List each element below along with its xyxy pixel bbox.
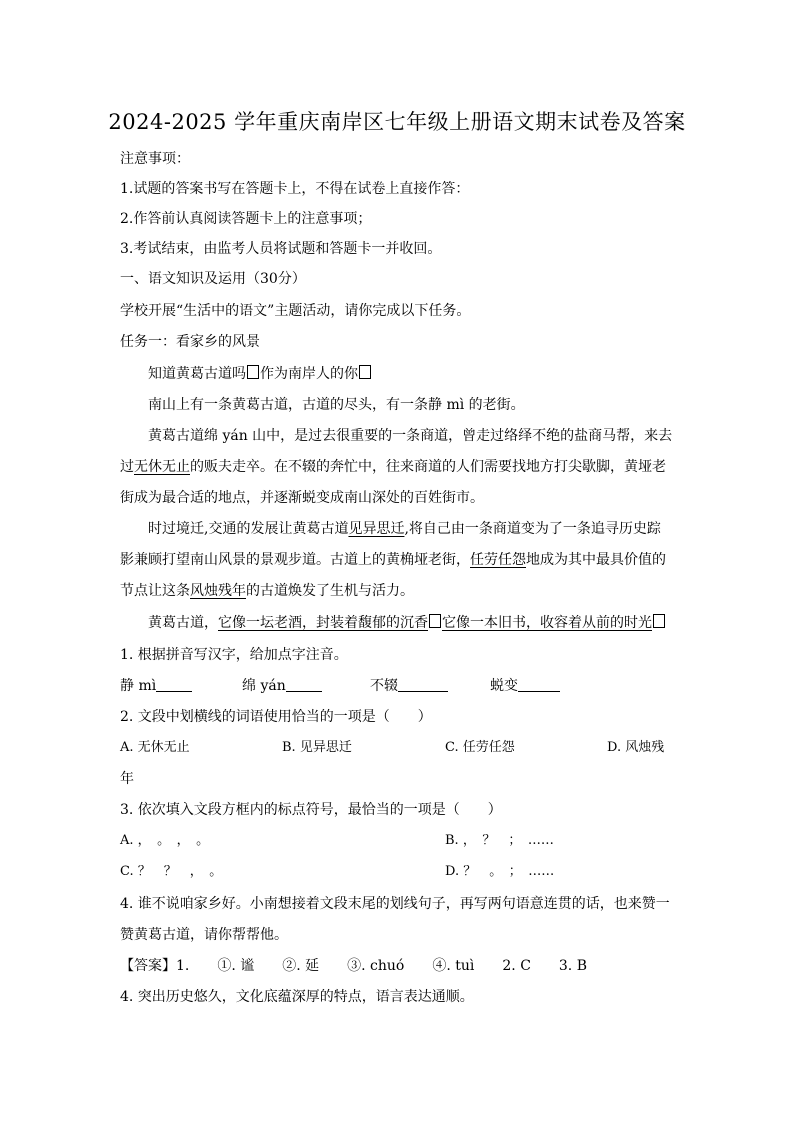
note-item-1: 1.试题的答案书写在答题卡上，不得在试卷上直接作答： — [120, 181, 470, 197]
task-heading: 任务一：看家乡的风景 — [120, 334, 260, 350]
passage-paragraph-5 — [148, 614, 666, 632]
passage-text: 过 — [120, 459, 134, 475]
passage-paragraph-4-line-3 — [120, 582, 414, 600]
q3-option-d: D. ？ 。 ； …… — [445, 864, 555, 879]
question-3: 3. 依次填入文段方框内的标点符号，最恰当的一项是（ ） — [120, 802, 502, 818]
passage-text: 的贩夫走卒。在不辍的奔忙中，往来商道的人们需要找地方打尖歇脚，黄垭老 — [190, 459, 666, 475]
answer-blank — [156, 677, 192, 692]
question-1: 1. 根据拼音写汉字，给加点字注音。 — [120, 647, 348, 663]
activity-intro: 学校开展“生活中的语文”主题活动，请你完成以下任务。 — [120, 303, 471, 319]
section-heading: 一、语文知识及运用（30分） — [120, 271, 306, 287]
q1-item-text: 绵 yán — [242, 678, 286, 694]
passage-text: 节点让这条 — [120, 583, 190, 599]
underlined-text: 它像一本旧书，收容着从前的时光 — [442, 615, 652, 631]
passage-paragraph-3-line-1: 黄葛古道绵 yán 山中，是过去很重要的一条商道，曾走过络绎不绝的盐商马帮，来去 — [148, 428, 673, 444]
q2-option-b: B. 见异思迁 — [282, 740, 352, 755]
passage-text: ,将自己由一条商道变为了一条追寻历史踪 — [404, 521, 661, 537]
note-item-3: 3.考试结束，由监考人员将试题和答题卡一并收回。 — [120, 241, 442, 257]
passage-paragraph-1 — [148, 365, 372, 383]
passage-text: 时过境迁,交通的发展让黄葛古道 — [148, 521, 349, 537]
q2-option-a: A. 无休无止 — [120, 740, 190, 755]
answer-blank — [518, 677, 560, 692]
underlined-term: 风烛残年 — [190, 583, 246, 599]
q2-option-d: D. 风烛残 — [607, 740, 665, 755]
passage-text: 作为南岸人的你 — [260, 366, 358, 382]
q3-option-b: B. ， ？ ； …… — [445, 833, 554, 848]
passage-text: 知道黄葛古道吗 — [148, 366, 246, 382]
punctuation-box — [359, 365, 371, 379]
passage-text: 的古道焕发了生机与活力。 — [246, 583, 414, 599]
answer-label: 【答案】 — [120, 958, 176, 974]
passage-text: 地成为其中最具价值的 — [526, 552, 666, 568]
passage-text: 黄葛古道， — [148, 615, 218, 631]
question-2: 2. 文段中划横线的词语使用恰当的一项是（ ） — [120, 709, 432, 725]
passage-paragraph-2: 南山上有一条黄葛古道，古道的尽头，有一条静 mì 的老街。 — [148, 397, 525, 413]
underlined-term: 无休无止 — [134, 459, 190, 475]
answer-values: 1. ①. 谧 ②. 延 ③. chuó ④. tuì 2. C 3. B — [176, 958, 587, 974]
q1-item-text: 不辍 — [370, 678, 398, 694]
punctuation-box — [429, 614, 441, 628]
passage-paragraph-4-line-2 — [120, 551, 666, 569]
answer-line — [120, 957, 587, 975]
page-title: 2024-2025 学年重庆南岸区七年级上册语文期末试卷及答案 — [108, 110, 686, 134]
q2-option-d-continued: 年 — [120, 771, 134, 787]
q1-item-b — [242, 677, 322, 695]
q2-option-c: C. 任劳任怨 — [445, 740, 515, 755]
answer-blank — [286, 677, 322, 692]
underlined-sentence — [218, 615, 666, 631]
passage-paragraph-4-line-1 — [148, 520, 661, 538]
underlined-text: 它像一坛老酒，封装着馥郁的沉香 — [218, 615, 428, 631]
question-4-line-2: 赞黄葛古道，请你帮帮他。 — [120, 927, 288, 943]
passage-text: 影兼顾打望南山风景的景观步道。古道上的黄桷垭老街， — [120, 552, 470, 568]
punctuation-box — [653, 614, 665, 628]
q1-item-a — [120, 677, 192, 695]
punctuation-box — [247, 365, 259, 379]
notes-heading: 注意事项： — [120, 151, 190, 167]
question-4-line-1: 4. 谁不说咱家乡好。小南想接着文段末尾的划线句子，再写两句语意连贯的话，也来赞一 — [120, 896, 670, 912]
q1-item-text: 蜕变 — [490, 678, 518, 694]
passage-paragraph-3-line-3: 街成为最合适的地点，并逐渐蜕变成南山深处的百姓街市。 — [120, 490, 484, 506]
passage-paragraph-3-line-2 — [120, 458, 666, 476]
answer-q4: 4. 突出历史悠久，文化底蕴深厚的特点，语言表达通顺。 — [120, 989, 474, 1005]
answer-blank — [398, 677, 448, 692]
q3-option-a: A. ， 。 ， 。 — [120, 833, 210, 848]
underlined-term: 见异思迁 — [348, 521, 405, 537]
note-item-2: 2.作答前认真阅读答题卡上的注意事项； — [120, 211, 372, 227]
q3-option-c: C. ？ ？ ， 。 — [120, 864, 223, 879]
underlined-term: 任劳任怨 — [470, 552, 526, 568]
q1-item-d — [490, 677, 560, 695]
q1-item-c — [370, 677, 448, 695]
q1-item-text: 静 mì — [120, 678, 157, 694]
